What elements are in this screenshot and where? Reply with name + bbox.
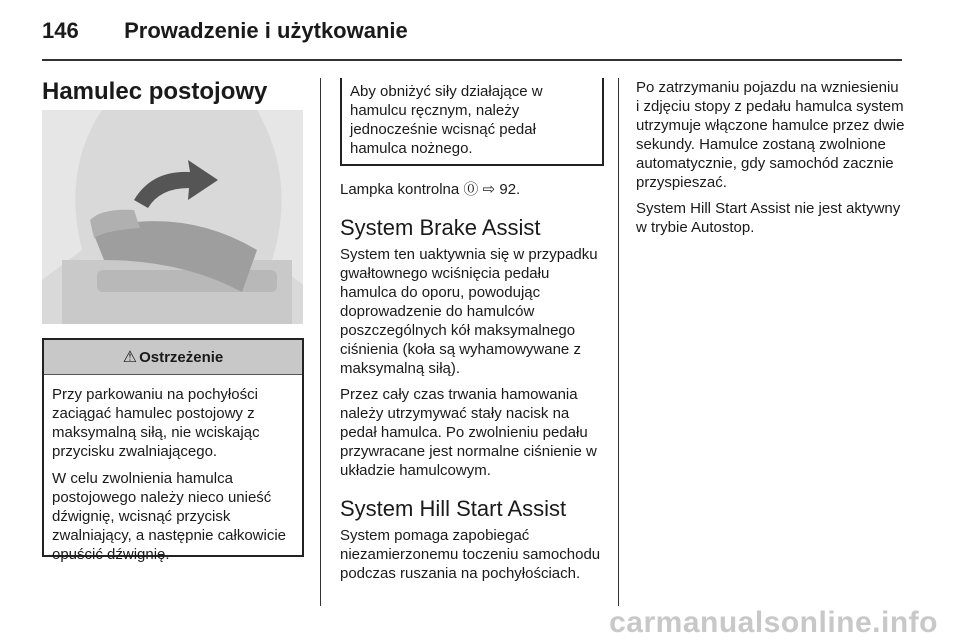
page-header xyxy=(42,18,408,44)
warning-paragraph-1: Przy parkowaniu na pochyłości zaciągać hamulec postojowy z maksymalną siłą, nie wciskając przycisku zwalniającego. xyxy=(52,386,260,460)
header-rule xyxy=(42,59,902,61)
heading-brake-assist: System Brake Assist xyxy=(340,215,541,240)
page-number: 146 xyxy=(42,18,79,43)
indicator-reference: 92. xyxy=(499,181,521,198)
warning-paragraph-2: W celu zwolnienia hamulca postojowego należy nieco unieść dźwignię, wcisnąć przycisk zwalniający, a następnie całkowicie opuścić dźwignię. xyxy=(52,470,287,563)
warning-title: Ostrzeżenie xyxy=(139,349,224,366)
hill-start-paragraph-3: System Hill Start Assist nie jest aktywny w trybie Autostop. xyxy=(636,200,901,236)
parking-brake-illustration xyxy=(42,110,303,324)
page-reference-arrow-icon: ⇨ xyxy=(482,180,496,198)
column-3 xyxy=(636,78,906,244)
warning-triangle-icon: ⚠ xyxy=(122,347,138,366)
brake-assist-paragraph-1: System ten uaktywnia się w przypadku gwałtownego wciśnięcia pedału hamulca do oporu, powodując doprowadzenie do hamulców poszczególnych kół maksymalnego ciśnienia (koła są wyhamowywane z maksymalną siłą). xyxy=(340,246,598,377)
column-divider-2 xyxy=(618,78,619,606)
hill-start-paragraph-1: System pomaga zapobiegać niezamierzonemu toczeniu samochodu podczas ruszania na pochyłościach. xyxy=(340,527,601,582)
column-divider-1 xyxy=(320,78,321,606)
brake-warning-lamp-icon: ⓪ xyxy=(463,180,479,198)
heading-hill-start-assist: System Hill Start Assist xyxy=(340,496,567,521)
indicator-prefix: Lampka kontrolna xyxy=(340,181,460,198)
page-title: Hamulec postojowy xyxy=(42,78,268,105)
column-2 xyxy=(340,78,608,590)
section-title: Prowadzenie i użytkowanie xyxy=(124,18,408,43)
warning-header xyxy=(44,338,302,375)
watermark: carmanualsonline.info xyxy=(609,606,938,639)
brake-assist-paragraph-2: Przez cały czas trwania hamowania należy utrzymywać stały nacisk na pedał hamulca. Po zwolnieniu pedału przywracane jest normalne ciśnienie w układzie hamulcowym. xyxy=(340,386,597,479)
indicator-line xyxy=(340,180,608,199)
hill-start-paragraph-2: Po zatrzymaniu pojazdu na wzniesieniu i zdjęciu stopy z pedału hamulca system utrzymuje włączone hamulce przez dwie sekundy. Hamulce zostaną zwolnione automatycznie, gdy samochód zacznie przyspieszać. xyxy=(636,79,905,191)
warning-box xyxy=(42,338,304,563)
note-box: Aby obniżyć siły działające w hamulcu ręcznym, należy jednocześnie wcisnąć pedał hamulca nożnego. xyxy=(340,78,604,166)
